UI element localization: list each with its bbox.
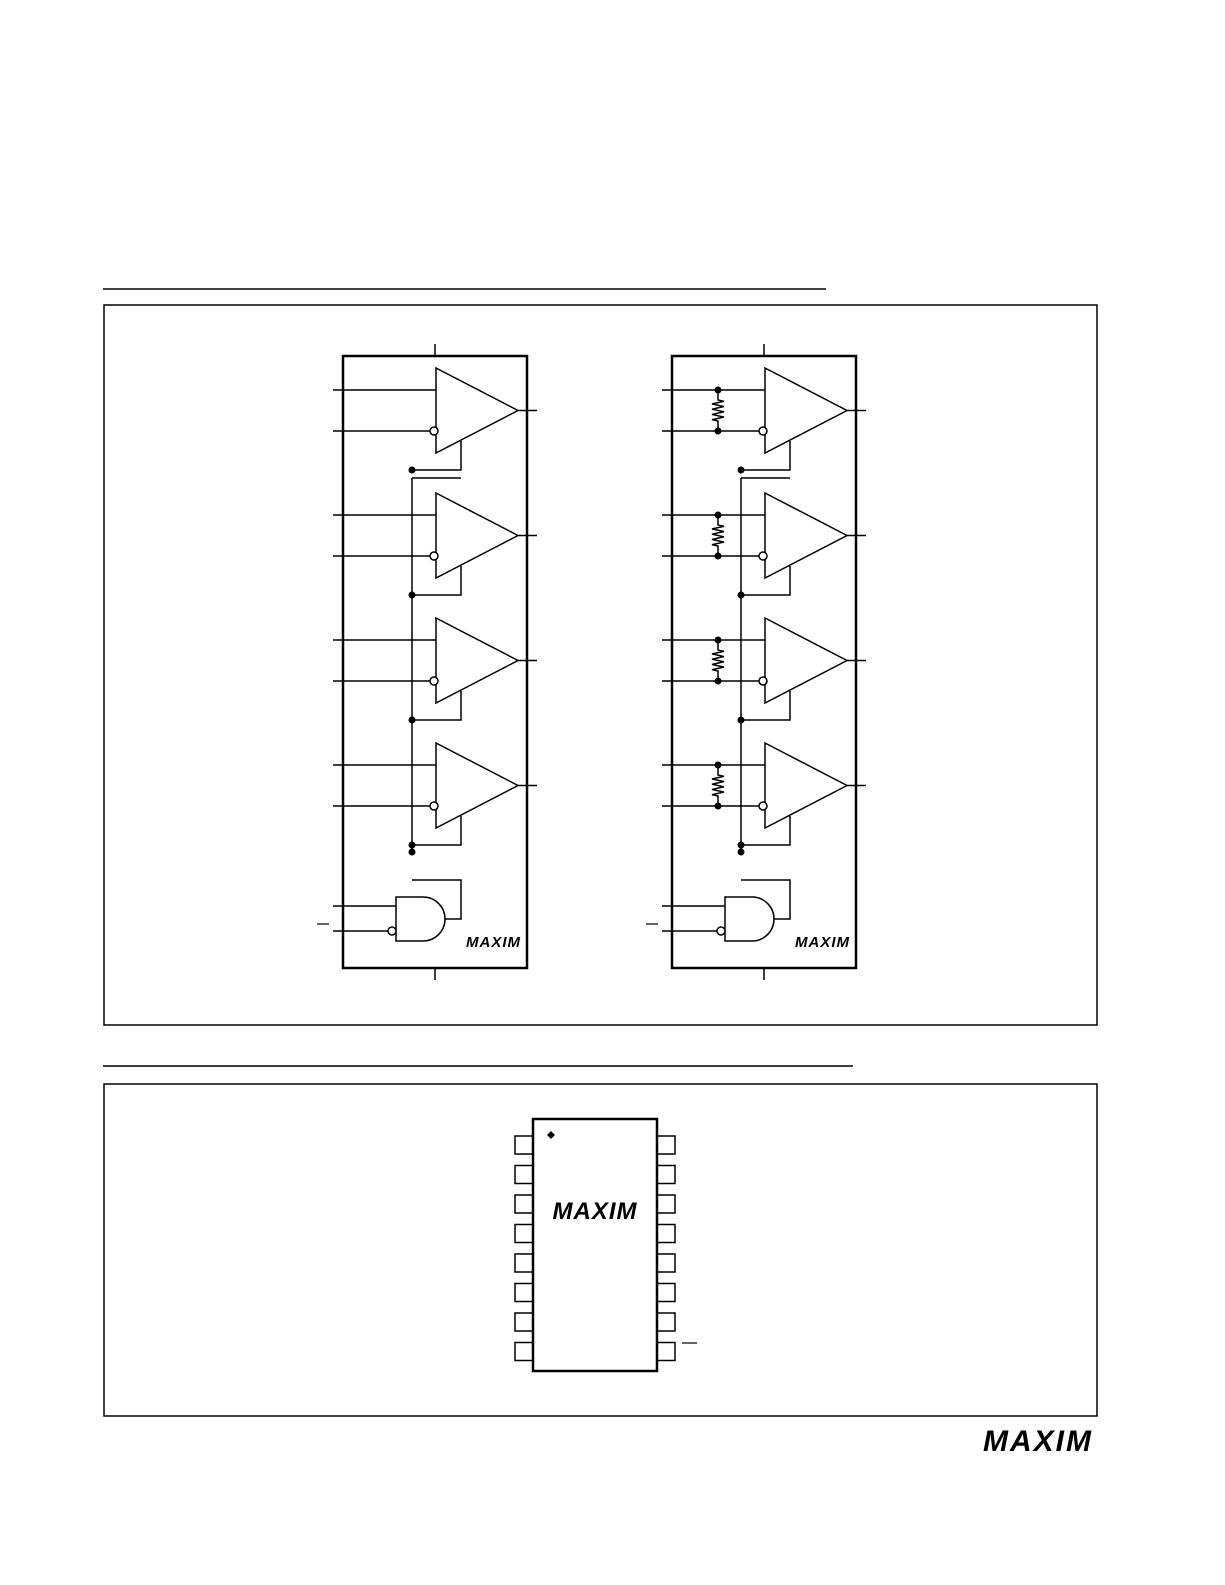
comparator-2 [765,493,847,578]
enable-and-gate [725,897,774,941]
pin-right-12 [657,1254,675,1272]
pin-right-10 [657,1313,675,1331]
inversion-bubble-4 [759,802,767,810]
comparator-4 [436,743,518,828]
inversion-bubble-3 [759,677,767,685]
block-logo: MAXIM [795,934,850,951]
inversion-bubble-4 [430,802,438,810]
right-functional-block [646,344,866,980]
gate-junction [409,849,416,856]
comparator-3 [765,618,847,703]
termination-resistor-4 [712,765,724,806]
ic-package [515,1119,697,1371]
pin-left-4 [515,1225,533,1243]
gate-output [412,880,461,919]
inversion-bubble-3 [430,677,438,685]
pin-right-16 [657,1136,675,1154]
pin-right-11 [657,1284,675,1302]
pin-left-8 [515,1343,533,1361]
termination-resistor-2 [712,515,724,556]
pin-configuration-frame [104,1084,1097,1416]
gate-inversion-bubble [388,927,396,935]
functional-diagram-frame [104,305,1097,1025]
block-outline [672,356,856,968]
block-outline [343,356,527,968]
comparator-2 [436,493,518,578]
comparator-1 [765,368,847,453]
pin-left-5 [515,1254,533,1272]
enable-and-gate [396,897,445,941]
pin-right-9 [657,1343,675,1361]
inversion-bubble-2 [430,552,438,560]
comparator-4 [765,743,847,828]
pin-left-1 [515,1136,533,1154]
package-logo: MAXIM [552,1198,638,1225]
footer-logo: MAXIM [983,1425,1093,1458]
pin1-marker [547,1131,555,1139]
pin-right-15 [657,1166,675,1184]
inversion-bubble-2 [759,552,767,560]
termination-resistor-1 [712,390,724,431]
package-body [533,1119,657,1371]
termination-resistor-3 [712,640,724,681]
inversion-bubble-1 [759,427,767,435]
comparator-1 [436,368,518,453]
bus-junction-1 [409,467,416,474]
pin-right-13 [657,1225,675,1243]
gate-inversion-bubble [717,927,725,935]
bus-junction-1 [738,467,745,474]
pin-left-6 [515,1284,533,1302]
inversion-bubble-1 [430,427,438,435]
comparator-3 [436,618,518,703]
pin-right-14 [657,1195,675,1213]
gate-output [741,880,790,919]
block-logo: MAXIM [466,934,521,951]
pin-left-3 [515,1195,533,1213]
left-functional-block [317,344,537,980]
gate-junction [738,849,745,856]
pin-left-2 [515,1166,533,1184]
pin-left-7 [515,1313,533,1331]
